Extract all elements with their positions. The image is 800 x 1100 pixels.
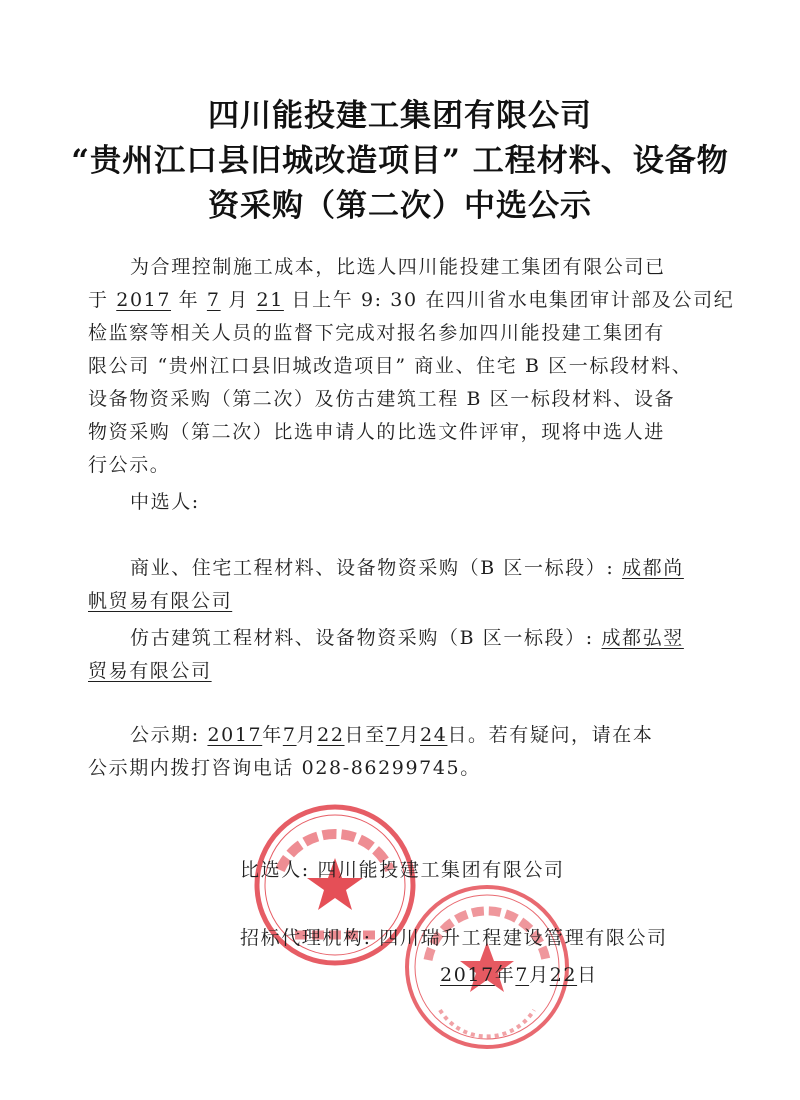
period-line-1 <box>130 720 653 747</box>
winner-item-1 <box>130 553 684 580</box>
date-text: 年 <box>494 964 516 986</box>
winner-name: 成都弘翌 <box>601 627 684 649</box>
winner-item-1-cont <box>88 586 232 613</box>
period-text: 日。若有疑问，请在本 <box>447 724 654 746</box>
winners-label: 中选人: <box>130 491 200 513</box>
intro-line-6: 物资采购（第二次）比选申请人的比选文件评审，现将中选人进 <box>88 421 665 443</box>
intro-text: 年 <box>178 289 200 311</box>
intro-line-2 <box>88 285 734 312</box>
lot-description: 仿古建筑工程材料、设备物资采购（B 区一标段）: <box>130 627 602 649</box>
title-line-3: 资采购（第二次）中选公示 <box>208 188 592 224</box>
winner-name: 成都尚 <box>622 557 684 579</box>
intro-text: 于 <box>88 289 109 311</box>
review-day: 21 <box>256 289 284 311</box>
period-year: 2017 <box>207 724 263 746</box>
title-line-2: “贵州江口县旧城改造项目” 工程材料、设备物 <box>71 143 729 179</box>
review-year: 2017 <box>116 289 172 311</box>
intro-line-7: 行公示。 <box>88 454 171 476</box>
date-day: 22 <box>549 964 578 986</box>
review-month: 7 <box>206 289 221 311</box>
signature-date <box>440 960 598 987</box>
winner-name: 贸易有限公司 <box>88 660 212 682</box>
selector-name: 四川能投建工集团有限公司 <box>317 859 565 881</box>
intro-line-4: 限公司 “贵州江口县旧城改造项目” 商业、住宅 B 区一标段材料、 <box>88 355 693 377</box>
period-text: 月 <box>296 724 318 746</box>
date-text: 日 <box>577 964 598 986</box>
intro-text: 月 <box>228 289 249 311</box>
date-year: 2017 <box>440 964 495 986</box>
intro-line-5: 设备物资采购（第二次）及仿古建筑工程 B 区一标段材料、设备 <box>88 388 676 410</box>
intro-text: 日上午 9: 30 在四川省水电集团审计部及公司纪 <box>291 289 735 311</box>
date-text: 月 <box>529 964 550 986</box>
period-label: 公示期: <box>130 724 208 746</box>
period-text: 月 <box>399 724 421 746</box>
period-end-day: 24 <box>420 724 448 746</box>
period-start-day: 22 <box>317 724 345 746</box>
winner-item-2 <box>130 623 684 650</box>
agent-signature <box>240 923 668 950</box>
date-month: 7 <box>515 964 530 986</box>
period-line-2: 公示期内拨打咨询电话 028-86299745。 <box>88 757 481 779</box>
period-end-month: 7 <box>385 724 400 746</box>
selector-signature <box>240 855 565 882</box>
winner-item-2-cont <box>88 656 212 683</box>
selector-label: 比选人: <box>240 859 318 881</box>
period-text: 日至 <box>344 724 386 746</box>
title-line-1: 四川能投建工集团有限公司 <box>208 98 592 134</box>
lot-description: 商业、住宅工程材料、设备物资采购（B 区一标段）: <box>130 557 623 579</box>
intro-line-1: 为合理控制施工成本，比选人四川能投建工集团有限公司已 <box>130 256 666 278</box>
agent-label: 招标代理机构: <box>240 927 380 949</box>
period-start-month: 7 <box>282 724 297 746</box>
agent-name: 四川瑞升工程建设管理有限公司 <box>379 927 668 949</box>
intro-line-3: 检监察等相关人员的监督下完成对报名参加四川能投建工集团有 <box>88 322 665 344</box>
winner-name: 帆贸易有限公司 <box>88 590 233 612</box>
period-text: 年 <box>262 724 283 746</box>
